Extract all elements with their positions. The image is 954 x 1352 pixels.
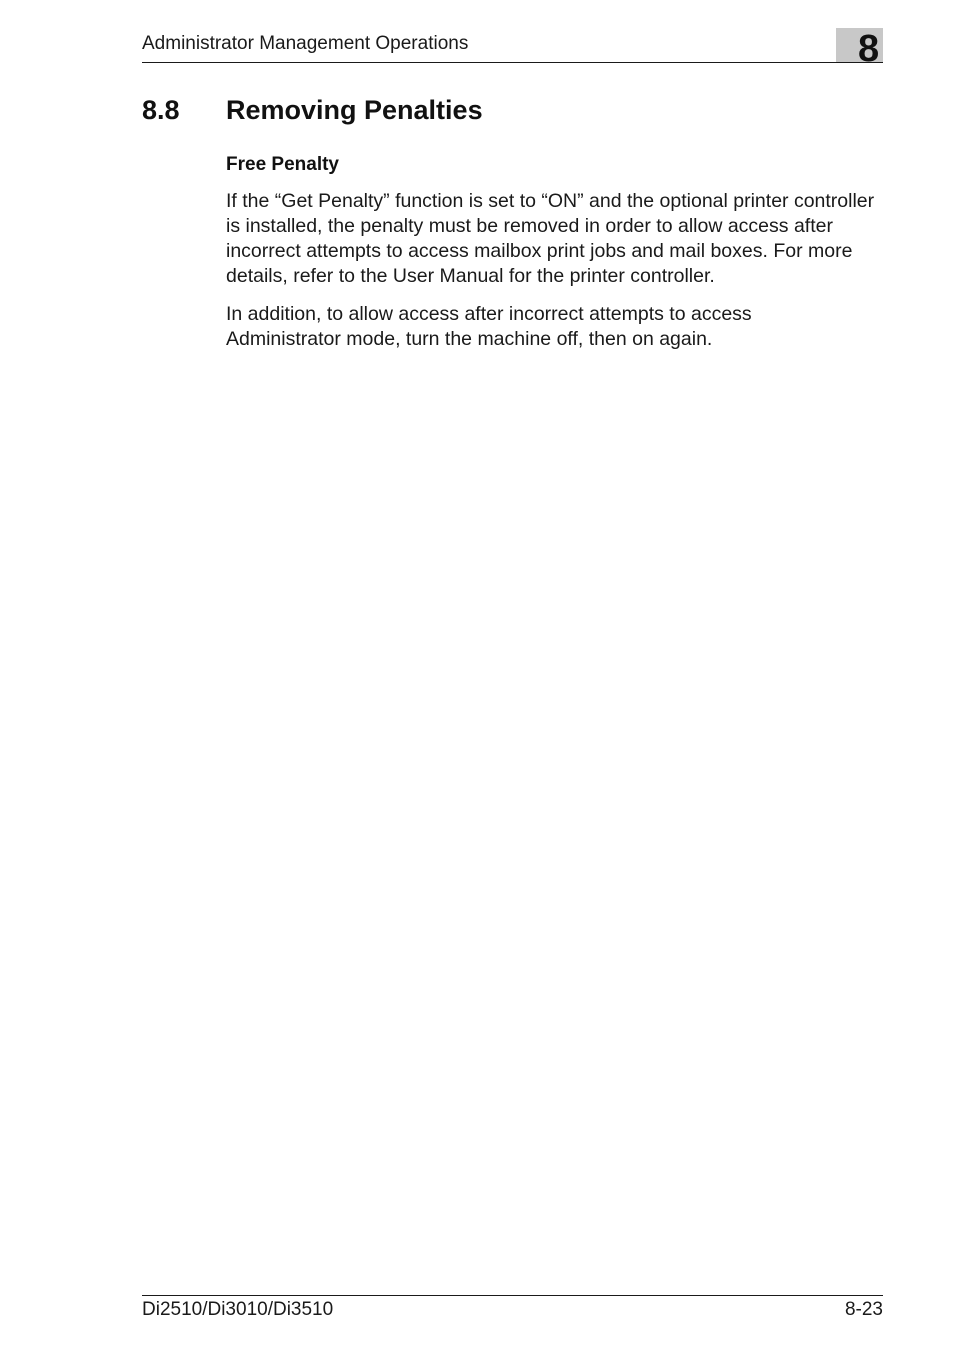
body-paragraph: If the “Get Penalty” function is set to “ON” and the optional printer controller is installed, the penalty must be removed in order to allow access after incorrect attempts to access mailbox print jobs and mail boxes. For more details, refer to the User Manual for the printer controller.: [226, 190, 875, 287]
section-title: Removing Penalties: [226, 95, 483, 125]
footer-model-name: Di2510/Di3010/Di3510: [142, 1299, 334, 1320]
footer-rule: [142, 1295, 883, 1296]
section-number: 8.8: [142, 95, 180, 125]
header-rule: [142, 62, 883, 63]
footer-page-number: 8-23: [844, 1299, 883, 1320]
running-header-title: Administrator Management Operations: [142, 33, 469, 54]
body-paragraph: In addition, to allow access after incorrect attempts to access Administrator mode, turn the machine off, then on again.: [226, 303, 752, 350]
chapter-number: 8: [858, 28, 880, 70]
subsection-title: Free Penalty: [226, 154, 339, 175]
